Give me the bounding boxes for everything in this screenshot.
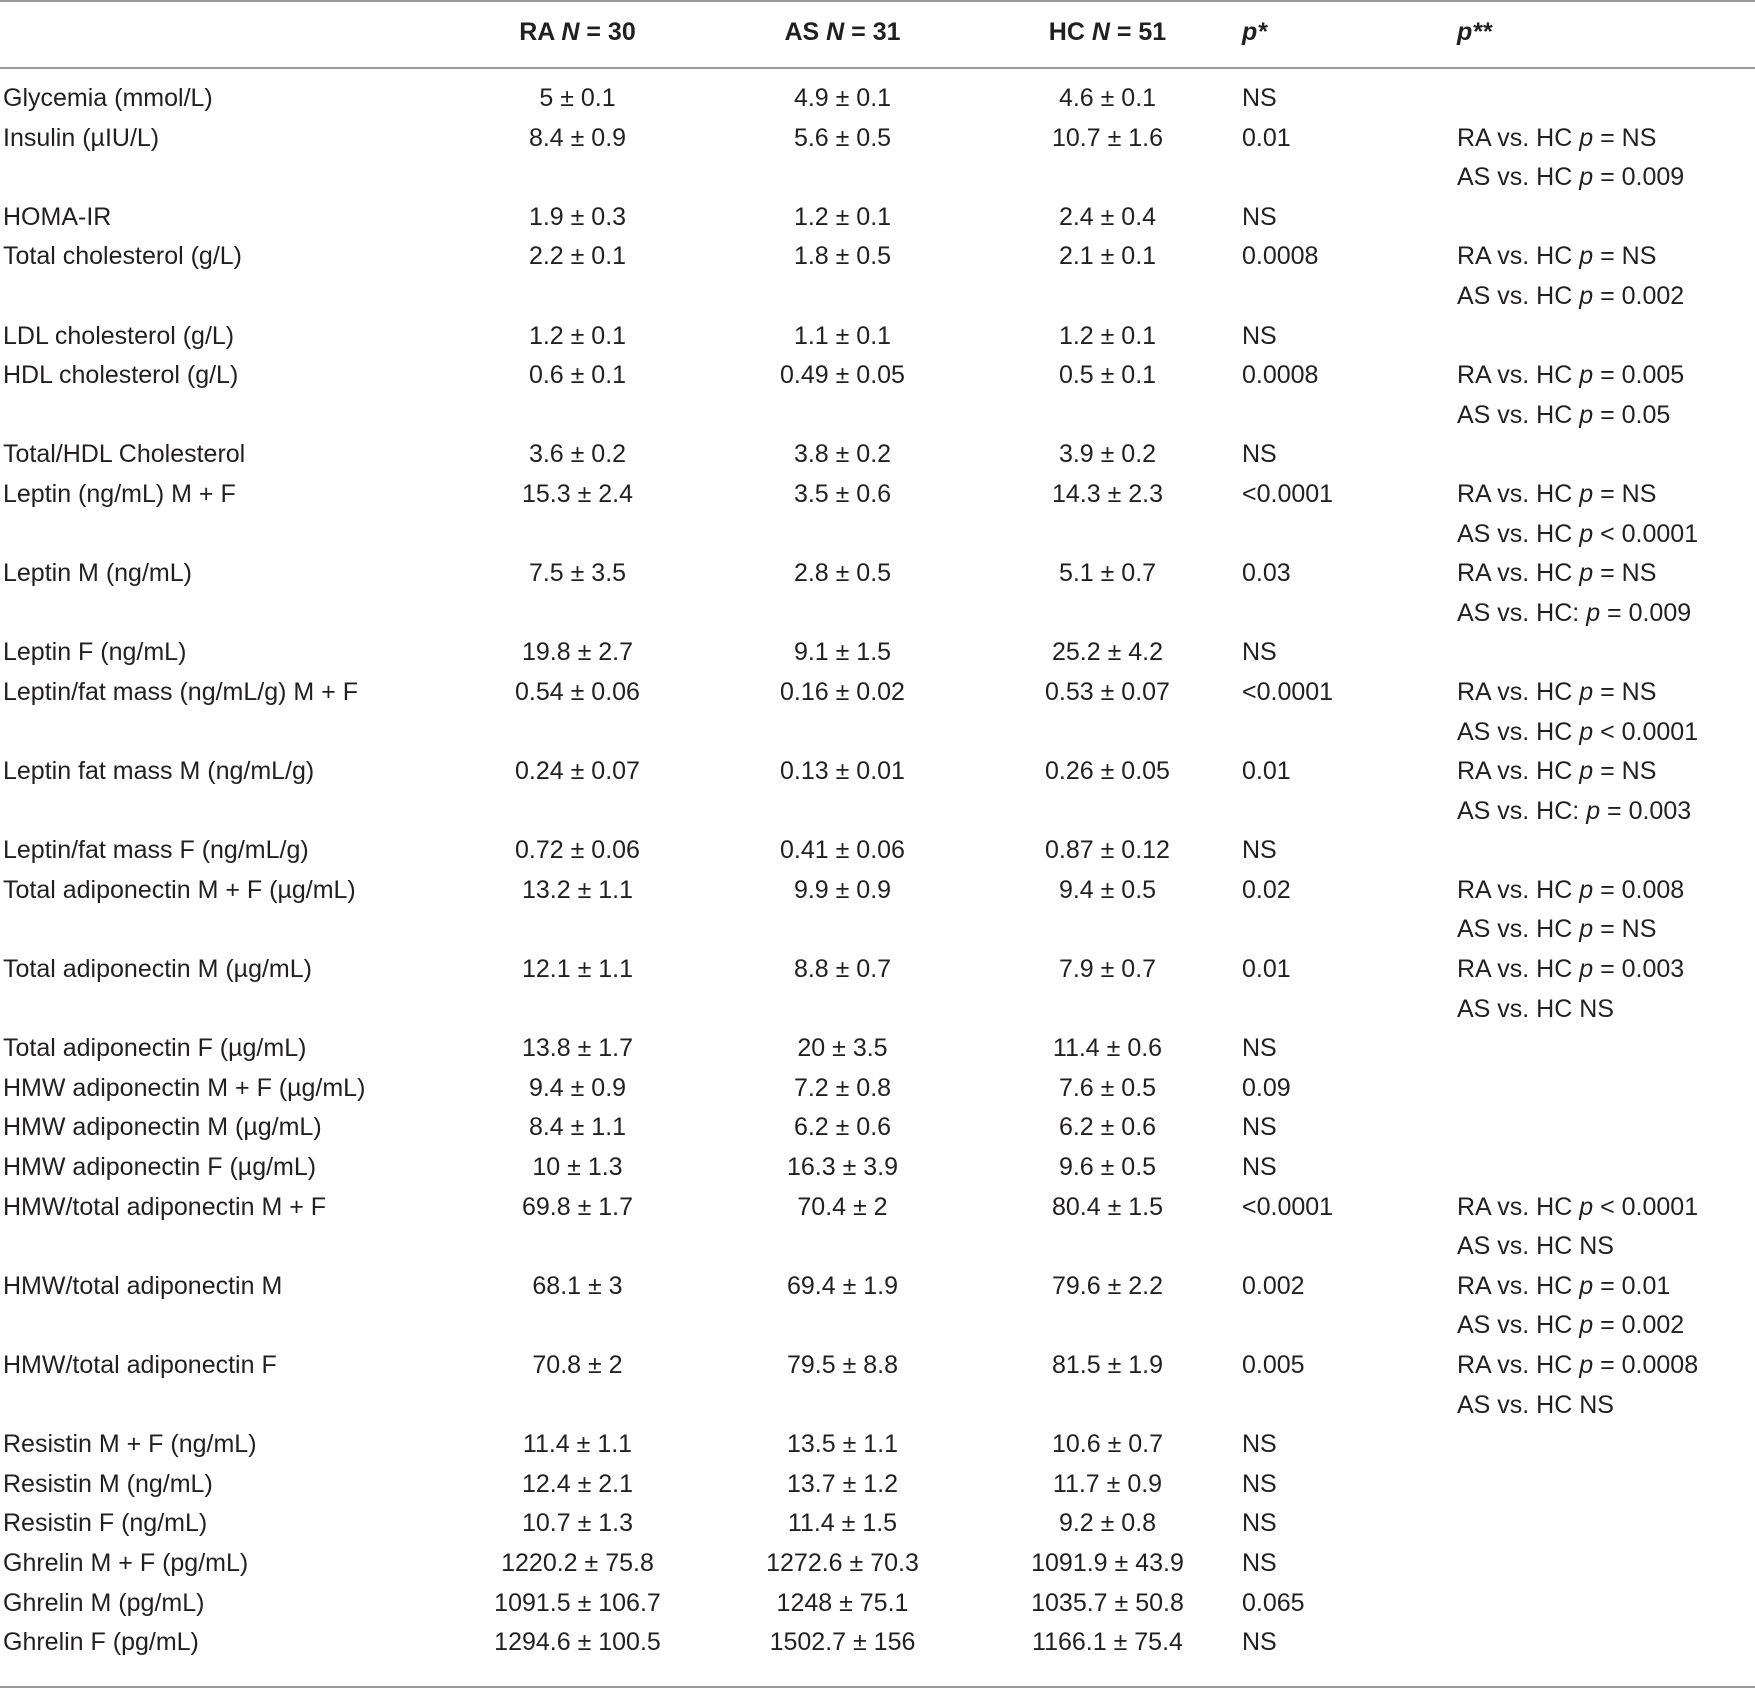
table-header	[0, 0, 1755, 79]
hc-value: 6.2 ± 0.6	[1058, 1113, 1157, 1142]
as-value: 1.1 ± 0.1	[793, 321, 892, 350]
table-row	[0, 1584, 1755, 1624]
ra-value: 1.2 ± 0.1	[528, 321, 627, 350]
row-label: Leptin fat mass M (ng/mL/g)	[3, 757, 315, 786]
hc-value: 5.1 ± 0.7	[1058, 559, 1157, 588]
row-label: Resistin M + F (ng/mL)	[3, 1430, 257, 1459]
hc-value: 81.5 ± 1.9	[1051, 1351, 1164, 1379]
row-label: Leptin F (ng/mL)	[3, 638, 187, 667]
row-label: HDL cholesterol (g/L)	[3, 361, 239, 390]
as-value: 1272.6 ± 70.3	[766, 1548, 919, 1577]
posthoc-line-2: AS vs. HC p = 0.05	[1457, 400, 1671, 429]
hc-value: 0.26 ± 0.05	[1045, 757, 1170, 786]
p-value: <0.0001	[1242, 1192, 1334, 1221]
p-value: NS	[1242, 440, 1277, 469]
p-value: 0.002	[1242, 1271, 1305, 1300]
hc-value: 0.53 ± 0.07	[1045, 677, 1170, 706]
row-label: LDL cholesterol (g/L)	[3, 321, 235, 350]
posthoc-line-1	[1445, 1425, 1755, 1465]
ra-value: 70.8 ± 2	[532, 1351, 623, 1379]
p-value: <0.0001	[1242, 479, 1334, 508]
posthoc-line-2: AS vs. HC p < 0.0001	[1457, 519, 1699, 548]
hc-value: 2.4 ± 0.4	[1058, 202, 1157, 231]
posthoc-line-1: RA vs. HC p = 0.0008	[1457, 1351, 1699, 1379]
posthoc-line-1: RA vs. HC p < 0.0001	[1457, 1192, 1699, 1221]
posthoc-line-2: AS vs. HC NS	[1457, 1390, 1614, 1419]
table-row	[0, 317, 1755, 357]
posthoc-line-1	[1445, 1148, 1755, 1188]
p-value: NS	[1242, 321, 1277, 350]
as-value: 1248 ± 75.1	[776, 1588, 909, 1617]
row-label: Total cholesterol (g/L)	[3, 242, 243, 271]
posthoc-line-1: RA vs. HC p = 0.005	[1457, 361, 1685, 390]
row-label: Glycemia (mmol/L)	[3, 84, 213, 112]
ra-value: 3.6 ± 0.2	[528, 440, 627, 469]
hc-value: 4.6 ± 0.1	[1058, 84, 1157, 112]
hc-value: 80.4 ± 1.5	[1051, 1192, 1164, 1221]
table-body	[0, 79, 1755, 1663]
table-row	[0, 1108, 1755, 1148]
ra-value: 68.1 ± 3	[532, 1271, 623, 1300]
ra-value: 12.4 ± 2.1	[521, 1469, 634, 1498]
as-value: 6.2 ± 0.6	[793, 1113, 892, 1142]
ra-value: 2.2 ± 0.1	[528, 242, 627, 271]
posthoc-line-1: RA vs. HC p = 0.01	[1457, 1271, 1671, 1300]
table-row	[0, 1069, 1755, 1109]
row-label: HMW/total adiponectin M	[3, 1271, 283, 1300]
ra-value: 19.8 ± 2.7	[521, 638, 634, 667]
p-value: 0.01	[1242, 955, 1291, 984]
table-row-continuation	[0, 1386, 1755, 1426]
p-value: NS	[1242, 202, 1277, 231]
table-row-continuation	[0, 594, 1755, 634]
p-value: 0.0008	[1242, 242, 1319, 271]
posthoc-line-1: RA vs. HC p = 0.008	[1457, 875, 1685, 904]
as-value: 1502.7 ± 156	[769, 1628, 916, 1657]
row-label: HOMA-IR	[3, 202, 112, 231]
hc-value: 79.6 ± 2.2	[1051, 1271, 1164, 1300]
table-row-continuation	[0, 910, 1755, 950]
ra-value: 1091.5 ± 106.7	[494, 1588, 661, 1617]
hc-value: 10.6 ± 0.7	[1051, 1430, 1164, 1459]
hc-value: 11.4 ± 0.6	[1052, 1034, 1163, 1063]
as-value: 0.49 ± 0.05	[780, 361, 905, 390]
as-value: 0.13 ± 0.01	[780, 757, 905, 786]
table-row	[0, 79, 1755, 119]
posthoc-line-2: AS vs. HC: p = 0.003	[1457, 796, 1692, 825]
hc-value: 7.6 ± 0.5	[1058, 1073, 1157, 1102]
table-row	[0, 119, 1755, 159]
table-row	[0, 356, 1755, 396]
p-value: NS	[1242, 836, 1277, 865]
ra-value: 0.54 ± 0.06	[515, 677, 640, 706]
posthoc-line-1	[1445, 831, 1755, 871]
as-value: 0.16 ± 0.02	[780, 677, 905, 706]
row-label: Leptin/fat mass F (ng/mL/g)	[3, 836, 309, 865]
ra-value: 13.8 ± 1.7	[521, 1034, 634, 1063]
ra-value: 5 ± 0.1	[539, 84, 616, 112]
table-row-continuation	[0, 990, 1755, 1030]
hc-value: 0.87 ± 0.12	[1045, 836, 1170, 865]
posthoc-line-1	[1445, 79, 1755, 119]
as-value: 1.8 ± 0.5	[793, 242, 892, 271]
posthoc-line-1: RA vs. HC p = NS	[1457, 757, 1657, 786]
as-value: 8.8 ± 0.7	[793, 955, 892, 984]
p-value: NS	[1242, 1548, 1277, 1577]
ra-value: 1.9 ± 0.3	[528, 202, 627, 231]
table-row	[0, 673, 1755, 713]
hc-value: 14.3 ± 2.3	[1051, 479, 1164, 508]
hc-value: 9.6 ± 0.5	[1058, 1153, 1157, 1182]
as-value: 1.2 ± 0.1	[793, 202, 892, 231]
posthoc-line-1: RA vs. HC p = NS	[1457, 559, 1657, 588]
posthoc-line-1: RA vs. HC p = NS	[1457, 123, 1657, 152]
table-row	[0, 1188, 1755, 1228]
table-row	[0, 1029, 1755, 1069]
p-value: 0.0008	[1242, 361, 1319, 390]
posthoc-line-1: RA vs. HC p = NS	[1457, 677, 1657, 706]
as-value: 20 ± 3.5	[797, 1034, 888, 1063]
posthoc-line-2: AS vs. HC p = NS	[1457, 915, 1657, 944]
ra-value: 0.24 ± 0.07	[515, 757, 640, 786]
ra-value: 11.4 ± 1.1	[522, 1430, 633, 1459]
as-value: 3.5 ± 0.6	[793, 479, 892, 508]
posthoc-line-1	[1445, 435, 1755, 475]
p-value: 0.02	[1242, 875, 1291, 904]
posthoc-line-1	[1445, 198, 1755, 238]
ra-value: 1220.2 ± 75.8	[501, 1548, 654, 1577]
table-row	[0, 871, 1755, 911]
posthoc-line-1	[1445, 633, 1755, 673]
p-value: 0.005	[1242, 1351, 1305, 1379]
table-row	[0, 1623, 1755, 1663]
posthoc-line-1	[1445, 1465, 1755, 1505]
p-value: NS	[1242, 1153, 1277, 1182]
posthoc-line-1: RA vs. HC p = 0.003	[1457, 955, 1685, 984]
table-row	[0, 1267, 1755, 1307]
hc-value: 1166.1 ± 75.4	[1032, 1628, 1183, 1657]
posthoc-line-2: AS vs. HC NS	[1457, 1232, 1614, 1261]
as-value: 9.9 ± 0.9	[793, 875, 892, 904]
row-label: Ghrelin F (pg/mL)	[3, 1628, 199, 1657]
p-value: <0.0001	[1242, 677, 1334, 706]
table-row-continuation	[0, 277, 1755, 317]
p-value: 0.01	[1242, 757, 1291, 786]
table-row-continuation	[0, 792, 1755, 832]
hc-value: 9.4 ± 0.5	[1058, 875, 1157, 904]
hc-value: 3.9 ± 0.2	[1058, 440, 1157, 469]
table-row	[0, 475, 1755, 515]
table-row	[0, 1425, 1755, 1465]
ra-value: 10 ± 1.3	[532, 1153, 623, 1182]
table-row	[0, 1148, 1755, 1188]
as-value: 70.4 ± 2	[797, 1192, 888, 1221]
header-hc: HC N = 51	[1048, 18, 1167, 46]
posthoc-line-2: AS vs. HC p < 0.0001	[1457, 717, 1699, 746]
as-value: 79.5 ± 8.8	[786, 1351, 899, 1379]
p-value: 0.01	[1242, 123, 1291, 152]
posthoc-line-1	[1445, 1623, 1755, 1663]
ra-value: 9.4 ± 0.9	[528, 1073, 627, 1102]
ra-value: 10.7 ± 1.3	[521, 1509, 634, 1538]
ra-value: 0.6 ± 0.1	[528, 361, 627, 390]
table-row-continuation	[0, 158, 1755, 198]
p-value: NS	[1242, 84, 1277, 112]
p-value: 0.03	[1242, 559, 1291, 588]
as-value: 5.6 ± 0.5	[793, 123, 892, 152]
header-ra: RA N = 30	[519, 18, 636, 46]
as-value: 13.5 ± 1.1	[786, 1430, 899, 1459]
as-value: 2.8 ± 0.5	[793, 559, 892, 588]
table-row	[0, 1346, 1755, 1386]
p-value: NS	[1242, 1113, 1277, 1142]
p-value: NS	[1242, 1628, 1277, 1657]
as-value: 69.4 ± 1.9	[786, 1271, 899, 1300]
row-label: HMW/total adiponectin F	[3, 1351, 277, 1379]
table-row-continuation	[0, 515, 1755, 555]
ra-value: 7.5 ± 3.5	[528, 559, 627, 588]
table-row	[0, 554, 1755, 594]
posthoc-line-1: RA vs. HC p = NS	[1457, 242, 1657, 271]
ra-value: 8.4 ± 0.9	[528, 123, 627, 152]
as-value: 11.4 ± 1.5	[787, 1509, 898, 1538]
header-as: AS N = 31	[784, 18, 901, 46]
posthoc-line-1	[1445, 1504, 1755, 1544]
as-value: 4.9 ± 0.1	[793, 84, 892, 112]
posthoc-line-1	[1445, 317, 1755, 357]
as-value: 3.8 ± 0.2	[793, 440, 892, 469]
row-label: Ghrelin M (pg/mL)	[3, 1588, 205, 1617]
table-row	[0, 435, 1755, 475]
hc-value: 1091.9 ± 43.9	[1031, 1548, 1184, 1577]
row-label: Total adiponectin M (µg/mL)	[3, 955, 312, 984]
table-row-continuation	[0, 396, 1755, 436]
table-row	[0, 1544, 1755, 1584]
hc-value: 11.7 ± 0.9	[1052, 1469, 1163, 1498]
header-pp: p**	[1457, 18, 1492, 46]
header-p: p*	[1242, 18, 1267, 46]
row-label: Insulin (µIU/L)	[3, 123, 160, 152]
table-row	[0, 1504, 1755, 1544]
ra-value: 13.2 ± 1.1	[521, 875, 634, 904]
row-label: Resistin M (ng/mL)	[3, 1469, 213, 1498]
table-row	[0, 831, 1755, 871]
row-label: Resistin F (ng/mL)	[3, 1509, 208, 1538]
row-label: HMW/total adiponectin M + F	[3, 1192, 327, 1221]
table-row	[0, 198, 1755, 238]
posthoc-line-2: AS vs. HC p = 0.002	[1457, 281, 1685, 310]
hc-value: 9.2 ± 0.8	[1058, 1509, 1157, 1538]
p-value: 0.09	[1242, 1073, 1291, 1102]
posthoc-line-1	[1445, 1029, 1755, 1069]
hc-value: 1035.7 ± 50.8	[1031, 1588, 1184, 1617]
row-label: Leptin (ng/mL) M + F	[3, 479, 236, 508]
posthoc-line-2: AS vs. HC: p = 0.009	[1457, 598, 1692, 627]
row-label: HMW adiponectin F (µg/mL)	[3, 1153, 317, 1182]
posthoc-line-1	[1445, 1544, 1755, 1584]
p-value: NS	[1242, 638, 1277, 667]
row-label: Leptin M (ng/mL)	[3, 559, 192, 588]
as-value: 13.7 ± 1.2	[786, 1469, 899, 1498]
posthoc-line-1	[1445, 1069, 1755, 1109]
table-row	[0, 752, 1755, 792]
ra-value: 12.1 ± 1.1	[521, 955, 634, 984]
table-row-continuation	[0, 1306, 1755, 1346]
table-row	[0, 237, 1755, 277]
posthoc-line-2: AS vs. HC NS	[1457, 994, 1614, 1023]
ra-value: 0.72 ± 0.06	[515, 836, 640, 865]
posthoc-line-2: AS vs. HC p = 0.002	[1457, 1311, 1685, 1340]
posthoc-line-1	[1445, 1584, 1755, 1624]
row-label: Total adiponectin M + F (µg/mL)	[3, 875, 356, 904]
table-row-continuation	[0, 1227, 1755, 1267]
row-label: HMW adiponectin M (µg/mL)	[3, 1113, 322, 1142]
row-label: Total/HDL Cholesterol	[3, 440, 246, 469]
row-label: Total adiponectin F (µg/mL)	[3, 1034, 307, 1063]
table-row	[0, 633, 1755, 673]
p-value: NS	[1242, 1430, 1277, 1459]
as-value: 16.3 ± 3.9	[786, 1153, 899, 1182]
p-value: NS	[1242, 1509, 1277, 1538]
row-label: Ghrelin M + F (pg/mL)	[3, 1548, 249, 1577]
table-row	[0, 1465, 1755, 1505]
table-row-continuation	[0, 713, 1755, 753]
table-row	[0, 950, 1755, 990]
p-value: 0.065	[1242, 1588, 1305, 1617]
posthoc-line-1	[1445, 1108, 1755, 1148]
ra-value: 15.3 ± 2.4	[521, 479, 634, 508]
posthoc-line-1: RA vs. HC p = NS	[1457, 479, 1657, 508]
hc-value: 7.9 ± 0.7	[1058, 955, 1157, 984]
p-value: NS	[1242, 1469, 1277, 1498]
as-value: 7.2 ± 0.8	[793, 1073, 892, 1102]
ra-value: 69.8 ± 1.7	[521, 1192, 634, 1221]
ra-value: 1294.6 ± 100.5	[494, 1628, 661, 1657]
ra-value: 8.4 ± 1.1	[528, 1113, 627, 1142]
as-value: 0.41 ± 0.06	[780, 836, 905, 865]
hc-value: 10.7 ± 1.6	[1051, 123, 1164, 152]
bottom-rule	[0, 1686, 1755, 1688]
p-value: NS	[1242, 1034, 1277, 1063]
row-label: HMW adiponectin M + F (µg/mL)	[3, 1073, 366, 1102]
posthoc-line-2: AS vs. HC p = 0.009	[1457, 163, 1685, 192]
row-label: Leptin/fat mass (ng/mL/g) M + F	[3, 677, 358, 706]
hc-value: 0.5 ± 0.1	[1058, 361, 1157, 390]
as-value: 9.1 ± 1.5	[793, 638, 892, 667]
header-label-col	[0, 0, 445, 67]
hc-value: 2.1 ± 0.1	[1058, 242, 1157, 271]
hc-value: 25.2 ± 4.2	[1051, 638, 1164, 667]
hc-value: 1.2 ± 0.1	[1058, 321, 1157, 350]
